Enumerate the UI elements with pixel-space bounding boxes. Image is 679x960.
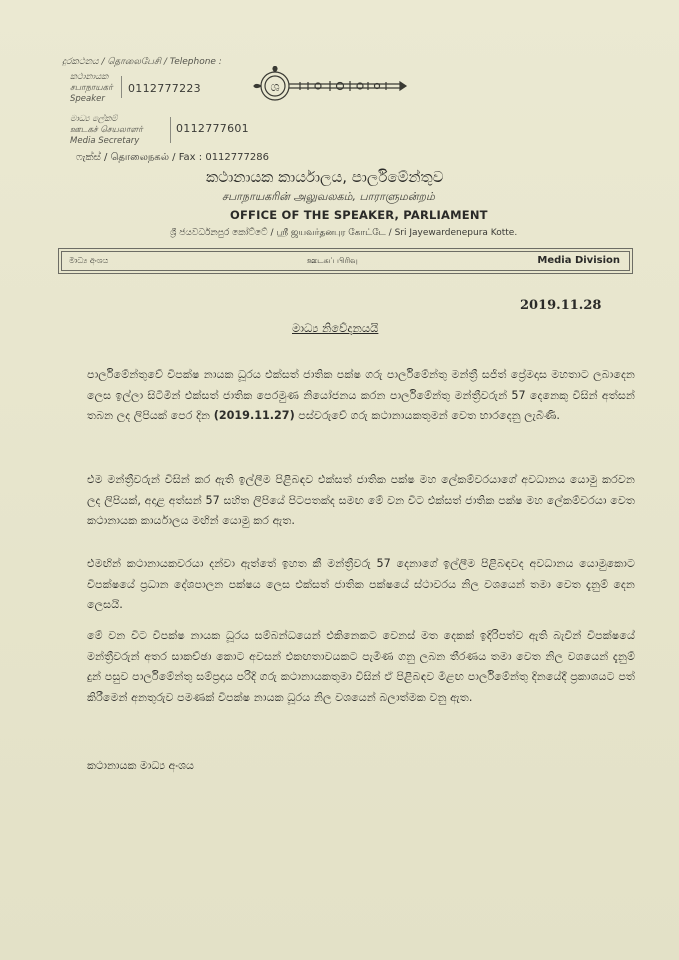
paragraph-1-text: පාර්ලිමේන්තුවේ විපක්ෂ නායක ධූරය එක්සත් ජාතික පක්ෂ ගරු පාර්ලිමේන්තු මන්ත්‍රී සජිත් ප්‍රේමදාස මහතාට ලබාදෙන ලෙස ඉල්ලා සිටිමින් එක්සත් ජාතික පෙරමුණ නියෝජනය කරන පාර්ලිමේන්තු මන්ත්‍රීවරුන් 57 දෙනෙකු විසින් අත්සන් තබන ලද ලිපියක් පෙර දින (87, 368, 635, 422)
release-date: 2019.11.28 (520, 298, 602, 313)
office-name-tamil: சபாநாயகரின் அலுவலகம், பாராளுமன்றம் (222, 190, 435, 203)
paragraph-2: එම මන්ත්‍රීවරුන් විසින් කර ඇති ඉල්ලීම පිළිබඳව එක්සත් ජාතික පක්ෂ මහ ලේකම්වරයාගේ අවධානය යොමු කරවන ලද ලිපියක්, අදාළ අත්සන් 57 සහිත ලිපියේ පිටපතක්ද සමඟ මේ වන විට එක්සත් ජාතික පක්ෂ මහ ලේකම්වරයා වෙත කථානායක කාර්යාලය මඟින් යොමු කර ඇත. (87, 473, 635, 527)
paragraph-3: එමඟින් කථානායකවරයා දන්වා ඇත්තේ ඉහත කී මන්ත්‍රීවරු 57 දෙනාගේ ඉල්ලීම පිළිබඳවද අවධානය යොමුකොට විපක්ෂයේ ප්‍රධාන දේශපාලන පක්ෂය ලෙස එක්සත් ජාතික පක්ෂයේ ස්ථාවරය නිල වශයෙන් තමා වෙත දැනුම් දෙන ලෙසයි. (87, 557, 635, 611)
speaker-bracket (121, 76, 122, 98)
media-bracket (170, 117, 171, 143)
media-label-en: Media Secretary (70, 136, 140, 146)
division-banner (58, 248, 633, 274)
speaker-label-ta: சபாநாயகர் (70, 83, 113, 93)
speaker-phone: 0112777223 (128, 82, 201, 95)
office-name-english: OFFICE OF THE SPEAKER, PARLIAMENT (230, 208, 488, 222)
paragraph-1-date: (2019.11.27) (213, 409, 295, 422)
division-sinhala: මාධ්‍ය අංශය (69, 256, 109, 265)
press-release-title: මාධ්‍ය නිවේදනයයි (292, 321, 379, 335)
fax-line: ෆැක්ස් / தொலைநகல் / Fax : 0112777286 (76, 152, 269, 163)
paragraph-1-end: පස්වරුවේ ගරු කථානායකතුමන් වෙත භාරදෙනු ලැබිණි. (298, 409, 560, 422)
division-tamil: ஊடகப் பிரிவு (307, 256, 358, 265)
speaker-label-si: කථානායක (70, 72, 109, 82)
office-name-sinhala: කථානායක කාර්යාලය, පාර්ලිමේන්තුව (206, 168, 444, 186)
media-label-si: මාධ්‍ය ලේකම් (70, 114, 118, 124)
office-address: ශ්‍රී ජයවර්ධනපුර කෝට්ටේ / ஸ்ரீ ஜயவர்தனபுர கோட்டே / Sri Jayewardenepura Kotte. (170, 228, 518, 238)
media-label-ta: ஊடகச் செயலாளர் (70, 125, 143, 135)
signature-media-division: කථානායක මාධ්‍ය අංශය (87, 759, 194, 772)
media-phone: 0112777601 (176, 122, 249, 135)
paragraph-4: මේ වන විට විපක්ෂ නායක ධූරය සම්බන්ධයෙන් එකිනෙකට වෙනස් මත දෙකක් ඉදිරිපත්ව ඇති බැවින් විපක්ෂයේ මන්ත්‍රීවරුන් අතර සාකච්ඡා කොට අවසන් එකඟතාවයකට පැමිණ ගනු ලබන තීරණය තමා වෙත නිල වශයෙන් දැනුම් දුන් පසුව පාර්ලිමේන්තු සම්ප්‍රදාය පරිදි ගරු කථානායකතුමා විසින් ඒ පිළිබඳව මීළඟ පාර්ලිමේන්තු දිනයේදී ප්‍රකාශයට පත් කිරීමෙන් අනතුරුව පමණක් විපක්ෂ නායක ධූරය නිල වශයෙන් බලාත්මක වනු ඇත. (87, 629, 635, 704)
parliament-mace-emblem (240, 66, 408, 106)
paragraph-1 (87, 365, 635, 427)
emblem-letter-icon: ශ (270, 80, 280, 95)
speaker-label-en: Speaker (70, 94, 105, 104)
telephone-label: දුරකථනය / தொலைபேசி / Telephone : (62, 57, 222, 67)
division-english: Media Division (537, 255, 620, 266)
